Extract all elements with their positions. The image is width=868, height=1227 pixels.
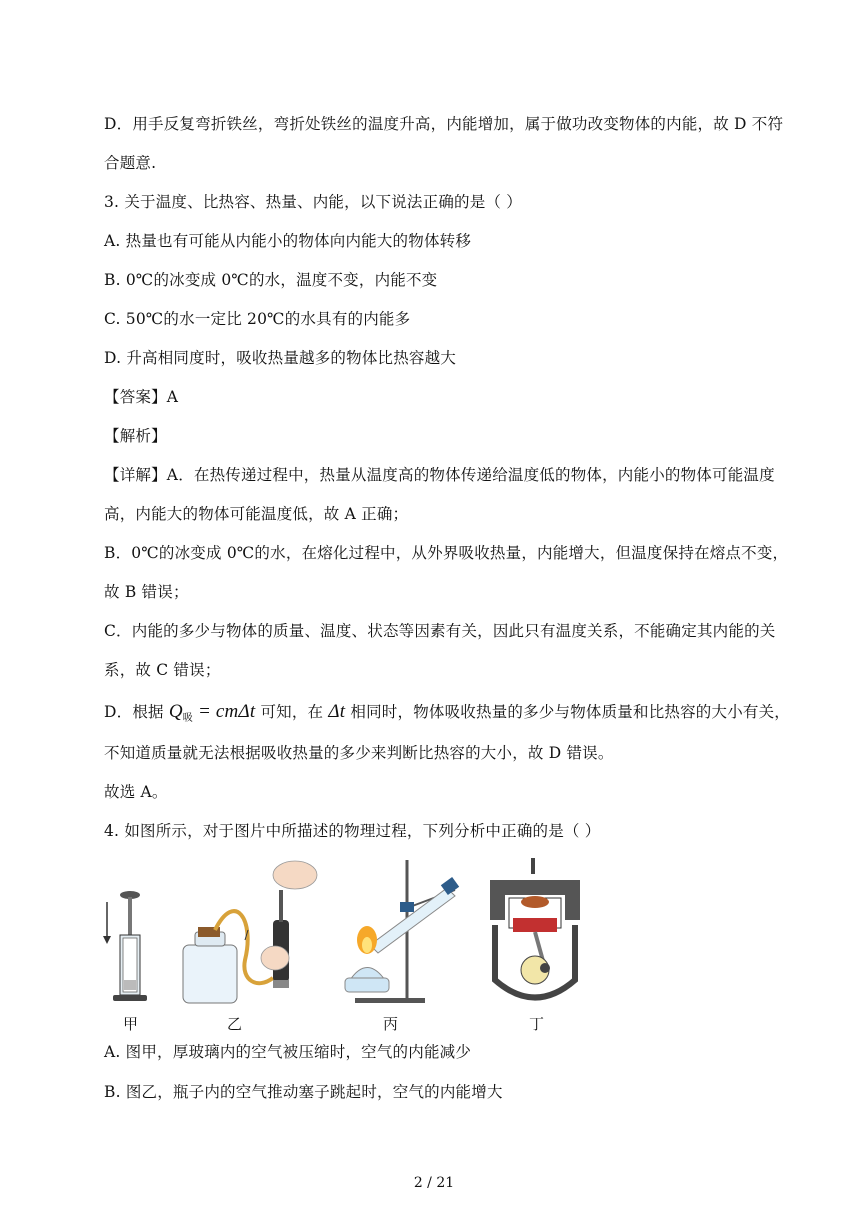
formula-mid: 可知，在	[260, 703, 324, 721]
caption-yi: 乙	[227, 1015, 243, 1033]
option-a: A. 热量也有可能从内能小的物体向内能大的物体转移	[104, 232, 472, 250]
formula-q-subscript: 吸	[182, 713, 193, 724]
detail-line: 【详解】A．在热传递过程中，热量从温度高的物体传递给温度低的物体，内能小的物体可能温度	[104, 466, 775, 484]
formula-q-symbol: Q	[168, 701, 183, 722]
question-4-stem: 4. 如图所示，对于图片中所描述的物理过程，下列分析中正确的是（ ）	[104, 822, 601, 840]
q4-option-a: A. 图甲，厚玻璃内的空气被压缩时，空气的内能减少	[104, 1043, 472, 1061]
detail-line: 高，内能大的物体可能温度低，故 A 正确；	[104, 505, 409, 523]
conclusion: 故选 A。	[104, 783, 168, 801]
text-line: 合题意.	[104, 154, 157, 172]
option-c: C. 50℃的水一定比 20℃的水具有的内能多	[104, 310, 411, 328]
formula-delta-t: Δt	[328, 701, 346, 722]
caption-bing: 丙	[383, 1015, 399, 1033]
physics-figure	[95, 850, 695, 1040]
detail-line: 系，故 C 错误；	[104, 661, 221, 679]
formula-prefix: D．根据	[104, 703, 164, 721]
formula-q	[169, 701, 255, 722]
caption-jia: 甲	[123, 1015, 139, 1033]
bottle-pump-illustration	[183, 861, 317, 1003]
detail-line: C．内能的多少与物体的质量、温度、状态等因素有关，因此只有温度关系，不能确定其内能的关	[104, 622, 776, 640]
q4-option-b: B. 图乙，瓶子内的空气推动塞子跳起时，空气的内能增大	[104, 1083, 503, 1101]
option-d: D. 升高相同度时，吸收热量越多的物体比热容越大	[104, 349, 457, 367]
compression-cylinder-illustration	[103, 891, 147, 1001]
figure-illustrations	[95, 850, 695, 1010]
answer-label: 【答案】A	[104, 388, 179, 406]
option-b: B. 0℃的冰变成 0℃的水，温度不变，内能不变	[104, 271, 438, 289]
page-number: 2 / 21	[413, 1175, 455, 1191]
detail-line: B．0℃的冰变成 0℃的水，在熔化过程中，从外界吸收热量，内能增大，但温度保持在熔点不变，	[104, 544, 789, 562]
question-3-stem: 3. 关于温度、比热容、热量、内能，以下说法正确的是（ ）	[104, 193, 522, 211]
formula-suffix: 相同时，物体吸收热量的多少与物体质量和比热容的大小有关，	[350, 703, 790, 721]
formula-line	[104, 700, 790, 723]
formula-equation: = cmΔt	[193, 701, 256, 722]
text-line: D．用手反复弯折铁丝，弯折处铁丝的温度升高，内能增加，属于做功改变物体的内能，故 D 不符	[104, 115, 784, 133]
engine-cylinder-illustration	[490, 858, 580, 998]
detail-line: 故 B 错误；	[104, 583, 189, 601]
caption-ding: 丁	[529, 1015, 545, 1033]
detail-line: 不知道质量就无法根据吸收热量的多少来判断比热容的大小，故 D 错误。	[104, 744, 614, 762]
test-tube-burner-illustration	[345, 860, 459, 1003]
analysis-label: 【解析】	[104, 427, 167, 445]
